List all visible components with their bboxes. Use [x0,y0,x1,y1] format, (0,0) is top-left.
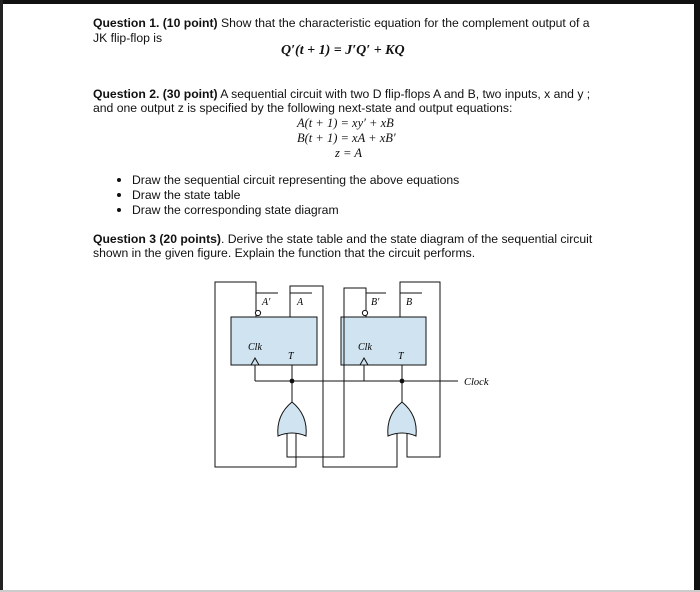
q2-eq-a: A(t + 1) = xy′ + xB [297,116,394,130]
or-gate-a [278,402,306,436]
ff-b-bubble [362,310,367,315]
q2-text-2: and one output z is specified by the following next-state and output equations: [93,101,513,115]
q3-text-1: . Derive the state table and the state diagram of the sequential circuit [220,232,593,246]
ff-a-t-label: T [288,351,294,362]
ff-b-out-comp-label: B′ [371,297,380,308]
q3-heading: Question 3 (20 points) [93,232,221,246]
clock-label: Clock [464,377,489,388]
junction-dot [400,379,405,384]
q2-bullet-1: Draw the sequential circuit representing the above equations [132,173,460,187]
q3-text-2: shown in the given figure. Explain the function that the circuit performs. [93,246,476,260]
junction-dot [290,379,295,384]
q2-bullet-3: Draw the corresponding state diagram [132,203,339,217]
q1-text-1: Show that the characteristic equation for the complement output of a [217,16,590,30]
flipflop-a [231,317,317,365]
ff-a-out-label: A [297,297,304,308]
q1-heading: Question 1. (10 point) [93,16,218,30]
q1-text-2: JK flip-flop is [93,31,163,45]
ff-a-bubble [255,310,260,315]
ff-b-t-label: T [398,351,404,362]
q1-equation: Q′(t + 1) = J′Q′ + KQ [281,43,405,58]
ff-a-out-comp-label: A′ [262,297,271,308]
q2-bullet-2: Draw the state table [132,188,241,202]
q2-heading: Question 2. (30 point) [93,87,218,101]
q2-text-1: A sequential circuit with two D flip-flops A and B, two inputs, x and y ; [217,87,591,101]
q2-eq-z: z = A [335,146,362,160]
q2-eq-b: B(t + 1) = xA + xB′ [297,131,396,145]
flipflop-b [341,317,426,365]
or-gate-b [388,402,416,436]
ff-b-out-label: B [406,297,413,308]
ff-a-clk-label: Clk [248,342,262,353]
ff-b-clk-label: Clk [358,342,372,353]
